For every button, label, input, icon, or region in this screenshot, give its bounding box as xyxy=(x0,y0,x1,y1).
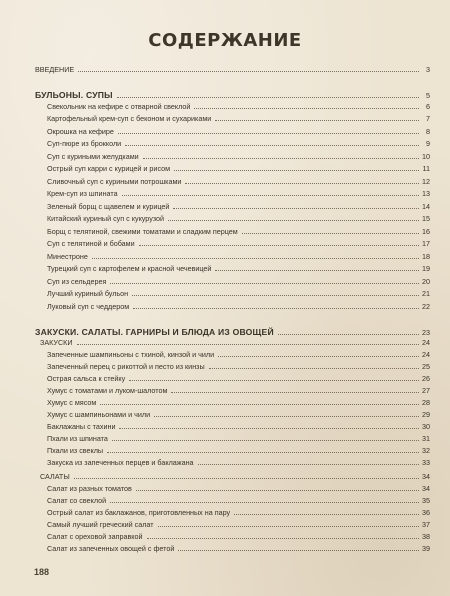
toc-entry-label: Закуска из запеченных перцев и баклажана xyxy=(47,458,194,467)
toc-entry-page: 15 xyxy=(422,214,430,223)
dot-leader xyxy=(218,355,419,357)
toc-entry-label: Салат с ореховой заправкой xyxy=(47,532,143,541)
toc-entry-label: Лучший куриный бульон xyxy=(47,289,129,298)
toc-entry-label: Запеченный перец с рикоттой и песто из кинзы xyxy=(47,362,205,371)
toc-entry-label: Острая сальса к стейку xyxy=(47,374,126,383)
dot-leader xyxy=(171,391,419,393)
toc-entry-page: 30 xyxy=(422,422,430,431)
toc-entry xyxy=(35,444,430,455)
toc-entry-label: Салат из разных томатов xyxy=(47,484,132,493)
toc-entry-label: Минестроне xyxy=(47,252,88,261)
toc-entry-label: Пхали из свеклы xyxy=(47,446,104,455)
toc-entry xyxy=(35,112,430,123)
toc-entry-page: 39 xyxy=(422,544,430,553)
toc-entry-page: 9 xyxy=(426,139,430,148)
toc-entry xyxy=(35,275,430,286)
dot-leader xyxy=(139,244,419,246)
toc-entry xyxy=(35,360,430,371)
dot-leader xyxy=(107,451,419,453)
dot-leader xyxy=(100,403,419,405)
toc-entry-page: 38 xyxy=(422,532,430,541)
toc-entry-page: 3 xyxy=(426,65,430,74)
toc-entry-page: 20 xyxy=(422,277,430,286)
toc-entry-page: 24 xyxy=(422,350,430,359)
dot-leader xyxy=(168,219,419,221)
toc-entry xyxy=(35,137,430,148)
toc-entry xyxy=(35,187,430,198)
toc-entry xyxy=(35,384,430,395)
dot-leader xyxy=(92,257,419,259)
toc-entry-label: Свекольник на кефире с отварной свеклой xyxy=(47,102,191,111)
dot-leader xyxy=(77,343,419,345)
toc-entry-label: Самый лучший греческий салат xyxy=(47,520,154,529)
dot-leader xyxy=(125,144,419,146)
toc-entry-label: Окрошка на кефире xyxy=(47,127,114,136)
toc-entry-page: 24 xyxy=(422,338,430,347)
toc-entry-page: 10 xyxy=(422,152,430,161)
toc-entry xyxy=(35,212,430,223)
toc-entry-page: 23 xyxy=(422,328,430,337)
toc-entry-page: 7 xyxy=(426,114,430,123)
dot-leader xyxy=(132,294,419,296)
toc-entry xyxy=(35,432,430,443)
toc-entry-page: 32 xyxy=(422,446,430,455)
toc-entry-page: 28 xyxy=(422,398,430,407)
toc-entry-page: 6 xyxy=(426,102,430,111)
toc-entry-page: 16 xyxy=(422,227,430,236)
toc-entry xyxy=(35,372,430,383)
dot-leader xyxy=(234,513,419,515)
toc-entry xyxy=(35,125,430,136)
toc-entry xyxy=(35,494,430,505)
toc-entry-label: Зеленый борщ с щавелем и курицей xyxy=(47,202,170,211)
toc-entry-label: Хумус с томатами и луком-шалотом xyxy=(47,386,168,395)
toc-entry-page: 25 xyxy=(422,362,430,371)
toc-entry-page: 34 xyxy=(422,472,430,481)
dot-leader xyxy=(185,182,419,184)
toc-entry-page: 31 xyxy=(422,434,430,443)
toc-entry-label: САЛАТЫ xyxy=(40,472,70,481)
dot-leader xyxy=(154,415,419,417)
toc-entry-page: 29 xyxy=(422,410,430,419)
toc-entry-label: Запеченные шампиньоны с тхиной, кинзой и чили xyxy=(47,350,215,359)
toc-entry-page: 14 xyxy=(422,202,430,211)
toc-entry xyxy=(35,225,430,236)
toc-entry-page: 37 xyxy=(422,520,430,529)
dot-leader xyxy=(242,232,419,234)
toc-entry-page: 12 xyxy=(422,177,430,186)
dot-leader xyxy=(158,525,419,527)
dot-leader xyxy=(133,307,419,309)
dot-leader xyxy=(198,463,419,465)
toc-entry-label: Острый суп карри с курицей и рисом xyxy=(47,164,171,173)
dot-leader xyxy=(112,439,419,441)
dot-leader xyxy=(110,501,419,503)
dot-leader xyxy=(278,333,419,335)
toc-section xyxy=(35,87,430,100)
toc-entry-page: 21 xyxy=(422,289,430,298)
toc-entry-page: 26 xyxy=(422,374,430,383)
dot-leader xyxy=(136,489,419,491)
toc-entry-page: 18 xyxy=(422,252,430,261)
page-title: СОДЕРЖАНИЕ xyxy=(148,30,302,51)
toc-entry-page: 8 xyxy=(426,127,430,136)
toc-entry xyxy=(35,250,430,261)
dot-leader xyxy=(119,427,419,429)
dot-leader xyxy=(209,367,419,369)
toc-entry-page: 36 xyxy=(422,508,430,517)
toc-entry xyxy=(35,100,430,111)
page-number: 188 xyxy=(34,567,50,577)
dot-leader xyxy=(178,549,419,551)
dot-leader xyxy=(215,119,419,121)
toc-entry-page: 13 xyxy=(422,189,430,198)
toc-entry-label: Картофельный крем-суп с беконом и сухариками xyxy=(47,114,212,123)
toc-entry-label: Турецкий суп с картофелем и красной чечевицей xyxy=(47,264,212,273)
toc-entry-page: 35 xyxy=(422,496,430,505)
toc-entry-label: Суп из сельдерея xyxy=(47,277,107,286)
toc-entry xyxy=(35,456,430,467)
toc-entry xyxy=(35,542,430,553)
toc-entry xyxy=(35,175,430,186)
dot-leader xyxy=(147,537,419,539)
toc-entry xyxy=(35,162,430,173)
toc-entry-label: Борщ с телятиной, свежими томатами и сладким перцем xyxy=(47,227,238,236)
dot-leader xyxy=(194,107,419,109)
toc-entry xyxy=(35,506,430,517)
toc-entry xyxy=(35,530,430,541)
toc-entry-label: ЗАКУСКИ xyxy=(40,338,73,347)
toc-entry-label: Пхали из шпината xyxy=(47,434,108,443)
toc-entry-label: Острый салат из баклажанов, приготовленных на пару xyxy=(47,508,231,517)
dot-leader xyxy=(74,477,419,479)
toc-entry-label: Баклажаны с тахини xyxy=(47,422,116,431)
toc-entry xyxy=(35,408,430,419)
toc-entry xyxy=(35,518,430,529)
toc-subsection xyxy=(35,470,430,481)
toc-entry xyxy=(35,150,430,161)
toc-entry-page: 5 xyxy=(426,91,430,100)
toc-entry-page: 33 xyxy=(422,458,430,467)
toc-entry-label: ЗАКУСКИ. САЛАТЫ. ГАРНИРЫ И БЛЮДА ИЗ ОВОЩЕЙ xyxy=(35,327,274,337)
dot-leader xyxy=(173,207,419,209)
toc-entry-label: ВВЕДЕНИЕ xyxy=(35,65,75,74)
toc-entry xyxy=(35,420,430,431)
dot-leader xyxy=(215,269,419,271)
dot-leader xyxy=(78,70,419,72)
toc-entry xyxy=(35,396,430,407)
dot-leader xyxy=(117,96,419,98)
toc-entry-label: Салат из запеченных овощей с фетой xyxy=(47,544,175,553)
toc-entry xyxy=(35,200,430,211)
dot-leader xyxy=(118,132,419,134)
toc-entry-label: Суп с куриными желудками xyxy=(47,152,139,161)
toc-entry-label: БУЛЬОНЫ. СУПЫ xyxy=(35,90,113,100)
toc-entry-page: 17 xyxy=(422,239,430,248)
toc-entry-page: 22 xyxy=(422,302,430,311)
toc-subsection xyxy=(35,336,430,347)
dot-leader xyxy=(129,379,419,381)
toc-entry-label: Луковый суп с чеддером xyxy=(47,302,130,311)
dot-leader xyxy=(110,282,419,284)
dot-leader xyxy=(143,157,419,159)
dot-leader xyxy=(122,194,419,196)
toc-entry xyxy=(35,287,430,298)
toc-entry-label: Крем-суп из шпината xyxy=(47,189,118,198)
toc-entry-label: Хумус с шампиньонами и чили xyxy=(47,410,151,419)
toc-entry xyxy=(35,482,430,493)
toc-entry xyxy=(35,63,430,74)
toc-entry-label: Салат со свеклой xyxy=(47,496,107,505)
toc-entry xyxy=(35,300,430,311)
toc-entry xyxy=(35,237,430,248)
toc-entry-page: 11 xyxy=(422,164,430,173)
toc-entry-label: Хумус с мясом xyxy=(47,398,97,407)
toc-entry-label: Суп-пюре из брокколи xyxy=(47,139,122,148)
toc-entry xyxy=(35,262,430,273)
toc-entry-label: Сливочный суп с куриными потрошками xyxy=(47,177,182,186)
toc-entry-label: Суп с телятиной и бобами xyxy=(47,239,135,248)
toc-entry-page: 34 xyxy=(422,484,430,493)
toc-entry-label: Китайский куриный суп с кукурузой xyxy=(47,214,165,223)
toc-entry-page: 19 xyxy=(422,264,430,273)
toc-entry-page: 27 xyxy=(422,386,430,395)
dot-leader xyxy=(174,169,419,171)
toc-entry xyxy=(35,348,430,359)
